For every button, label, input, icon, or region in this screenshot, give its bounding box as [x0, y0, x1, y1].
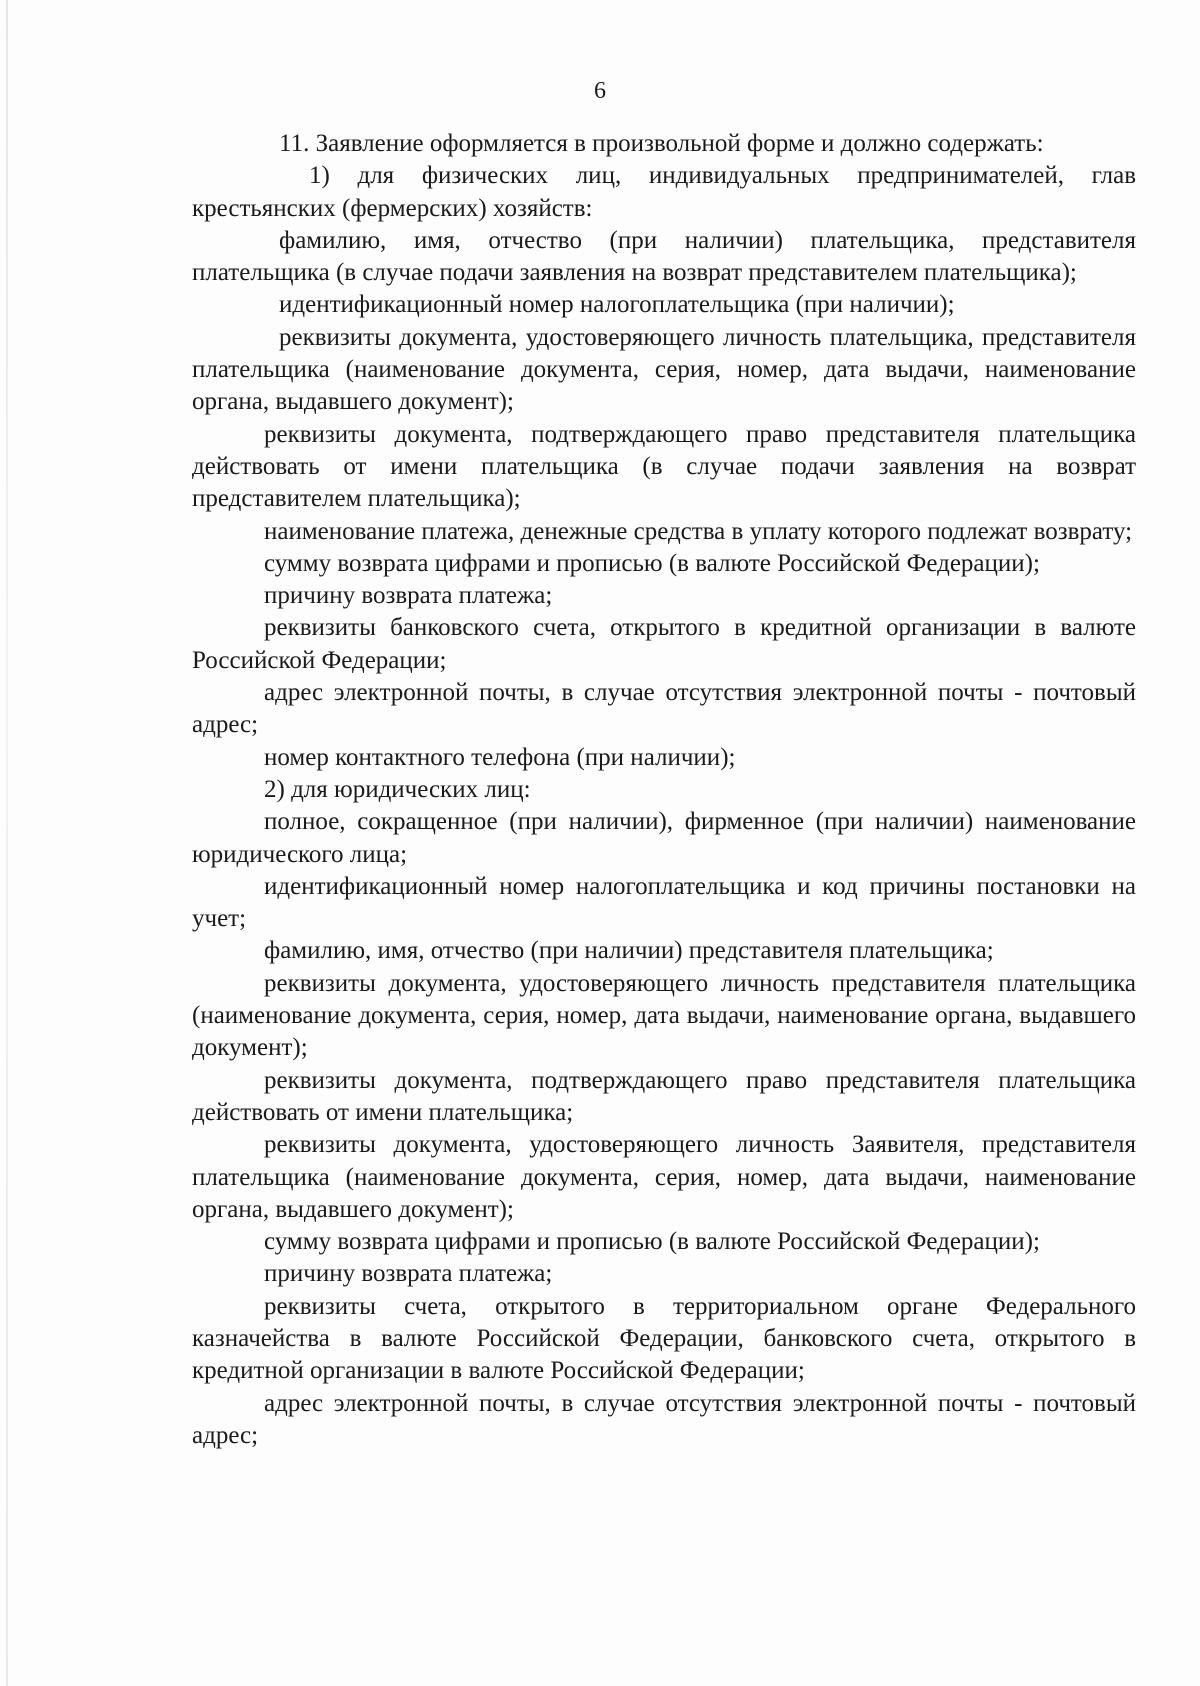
document-body [192, 128, 1136, 1452]
paragraph: адрес электронной почты, в случае отсутствия электронной почты - почтовый адрес; [192, 1389, 1136, 1449]
paragraph: фамилию, имя, отчество (при наличии) плательщика, представителя плательщика (в случае подачи заявления на возврат представителем плательщика); [192, 226, 1136, 287]
scan-edge [6, 0, 8, 1686]
paragraph: идентификационный номер налогоплательщика (при наличии); [279, 291, 955, 319]
paragraph: полное, сокращенное (при наличии), фирменное (при наличии) наименование юридического лица; [192, 808, 1136, 868]
paragraph: реквизиты документа, удостоверяющего личность представителя плательщика (наименование документа, серия, номер, дата выдачи, наименование органа, выдавшего документ); [192, 969, 1136, 1062]
paragraph: реквизиты документа, подтверждающего право представителя плательщика действовать от имени плательщика (в случае подачи заявления на возврат представителем плательщика); [192, 420, 1136, 513]
paragraph: фамилию, имя, отчество (при наличии) представителя плательщика; [264, 937, 994, 965]
paragraph: реквизиты документа, подтверждающего право представителя плательщика действовать от имени плательщика; [192, 1066, 1136, 1126]
page-number: 6 [594, 78, 606, 104]
paragraph: причину возврата платежа; [264, 1260, 553, 1288]
paragraph: 2) для юридических лиц: [264, 775, 531, 803]
paragraph: адрес электронной почты, в случае отсутствия электронной почты - почтовый адрес; [192, 679, 1136, 739]
paragraph: причину возврата платежа; [264, 582, 553, 610]
paragraph: реквизиты документа, удостоверяющего личность плательщика, представителя плательщика (наименование документа, серия, номер, дата выдачи, наименование органа, выдавшего документ); [192, 323, 1136, 416]
paragraph: идентификационный номер налогоплательщика и код причины постановки на учет; [192, 872, 1136, 933]
paragraph: реквизиты банковского счета, открытого в кредитной организации в валюте Российской Федерации; [192, 614, 1136, 674]
paragraph: реквизиты счета, открытого в территориальном органе Федерального казначейства в валюте Российской Федерации, банковского счета, открытого в кредитной организации в валюте Российской Федерации; [192, 1292, 1136, 1385]
paragraph: наименование платежа, денежные средства в уплату которого подлежат возврату; [264, 517, 1133, 545]
paragraph: сумму возврата цифрами и прописью (в валюте Российской Федерации); [264, 1228, 1040, 1256]
paragraph: номер контактного телефона (при наличии); [264, 743, 736, 771]
paragraph: сумму возврата цифрами и прописью (в валюте Российской Федерации); [264, 549, 1040, 577]
paragraph: 11. Заявление оформляется в произвольной форме и должно содержать: [279, 130, 1044, 157]
paragraph: реквизиты документа, удостоверяющего личность Заявителя, представителя плательщика (наименование документа, серия, номер, дата выдачи, наименование органа, выдавшего документ); [192, 1131, 1136, 1223]
paragraph: 1) для физических лиц, индивидуальных предпринимателей, глав крестьянских (фермерских) хозяйств: [192, 162, 1136, 222]
